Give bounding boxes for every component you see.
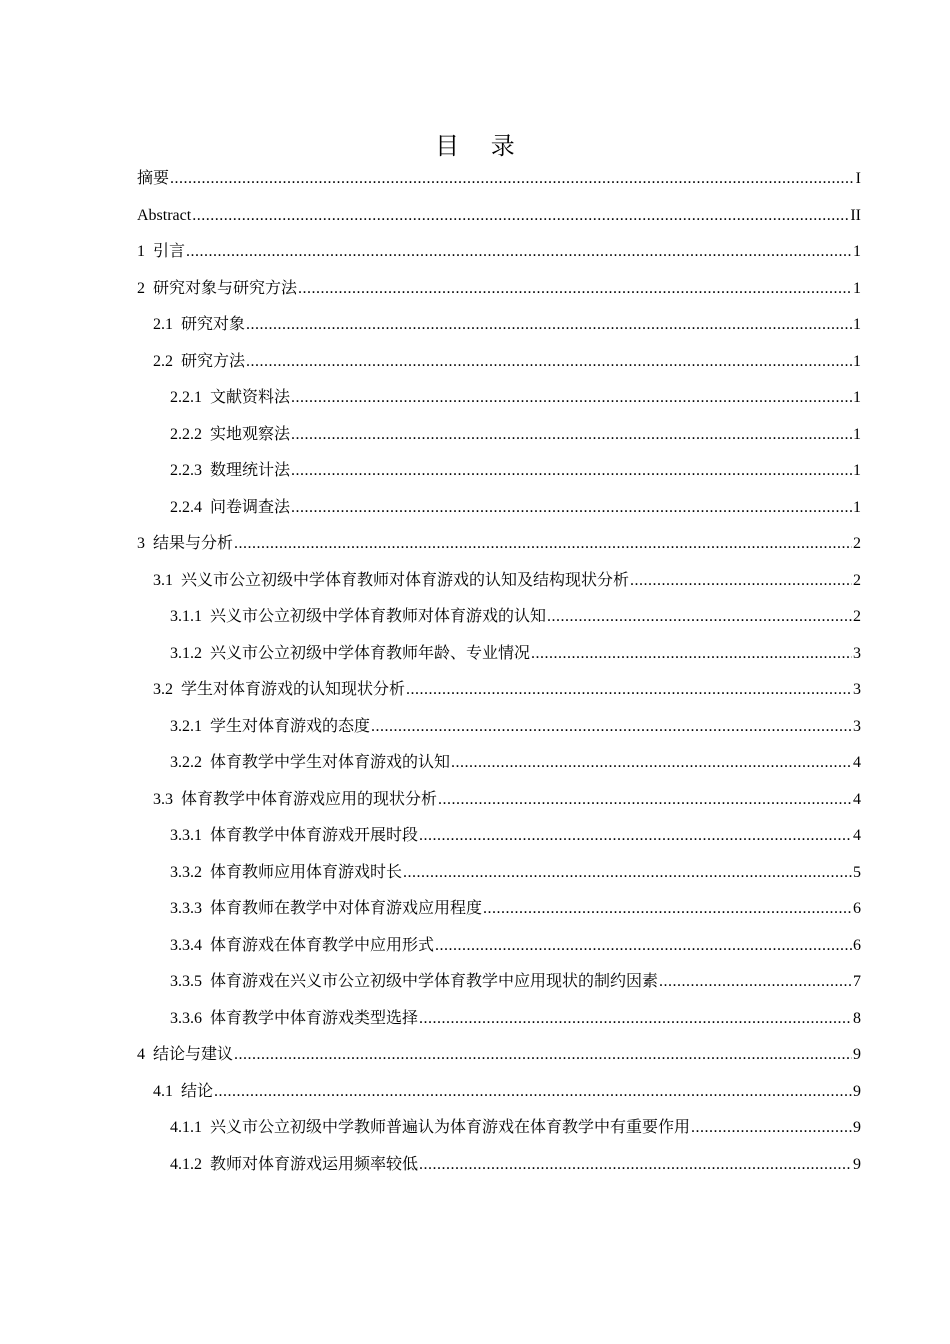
toc-page: 1: [853, 243, 861, 260]
toc-entry[interactable]: [137, 164, 861, 201]
toc-label: 研究方法: [181, 352, 246, 370]
toc-label: 学生对体育游戏的认知现状分析: [181, 681, 406, 698]
toc-label: 结果与分析: [153, 535, 234, 552]
toc-entry[interactable]: [137, 347, 861, 384]
toc-leader: [371, 712, 852, 742]
page-title: 目 录: [435, 132, 527, 160]
toc-entry[interactable]: [137, 310, 861, 347]
toc-label: 体育游戏在兴义市公立初级中学体育教学中应用现状的制约因素: [210, 973, 659, 990]
toc-entry[interactable]: [137, 1077, 861, 1114]
toc-leader: [291, 493, 852, 523]
toc-page: II: [850, 206, 861, 224]
toc-entry[interactable]: [137, 858, 861, 895]
toc-label: 学生对体育游戏的态度: [210, 717, 371, 735]
toc-entry[interactable]: [137, 1040, 861, 1077]
toc-leader: [192, 201, 849, 231]
toc-label: 文献资料法: [210, 389, 291, 406]
toc-leader: [234, 529, 852, 559]
toc-label: 体育教学中体育游戏开展时段: [210, 827, 419, 844]
toc-label: 结论与建议: [153, 1046, 234, 1063]
toc-label: 体育教学中学生对体育游戏的认知: [210, 754, 451, 771]
toc-leader: [291, 420, 852, 450]
toc-leader: [419, 1150, 852, 1180]
toc-page: 9: [853, 1046, 861, 1063]
toc-label: 实地观察法: [210, 425, 291, 443]
toc-label: 体育教师在教学中对体育游戏应用程度: [210, 900, 483, 917]
toc-label: 兴义市公立初级中学教师普遍认为体育游戏在体育教学中有重要作用: [210, 1119, 691, 1136]
toc-number: 2.2.4: [170, 498, 202, 516]
toc-page: 4: [853, 827, 861, 844]
toc-leader: [246, 310, 852, 340]
toc-label: 体育教学中体育游戏应用的现状分析: [181, 790, 438, 808]
toc-leader: [419, 1004, 852, 1034]
toc-page: 8: [853, 1009, 861, 1027]
toc-page: 4: [853, 790, 861, 808]
toc-leader: [659, 967, 852, 997]
toc-leader: [435, 931, 852, 961]
toc-number: 3.2.2: [170, 754, 202, 771]
toc-entry[interactable]: [137, 456, 861, 493]
toc-number: 3.3.6: [170, 1009, 202, 1027]
toc-number: 3: [137, 535, 145, 552]
toc-page: 7: [853, 973, 861, 990]
toc-page: 3: [853, 644, 861, 662]
toc-number: 2.1: [153, 316, 173, 333]
toc-leader: [291, 456, 852, 486]
toc-entry[interactable]: [137, 237, 861, 274]
toc-number: 4.1: [153, 1082, 173, 1100]
toc-leader: [547, 602, 852, 632]
toc-page: 2: [853, 571, 861, 589]
toc-label: 体育游戏在体育教学中应用形式: [210, 936, 435, 954]
toc-number: 3.3: [153, 790, 173, 808]
toc-page: 2: [853, 535, 861, 552]
toc-entry[interactable]: [137, 748, 861, 785]
toc-number: 4: [137, 1046, 145, 1063]
toc-leader: [691, 1113, 852, 1143]
toc-entry[interactable]: [137, 274, 861, 311]
toc-leader: [531, 639, 852, 669]
toc-number: 3.3.5: [170, 973, 202, 990]
toc-page: 4: [853, 754, 861, 771]
toc-label: 体育教学中体育游戏类型选择: [210, 1009, 419, 1027]
toc-page: 1: [853, 316, 861, 333]
toc-entry[interactable]: [137, 201, 861, 238]
toc-leader: [291, 383, 852, 413]
toc-leader: [483, 894, 852, 924]
toc-entry[interactable]: [137, 566, 861, 603]
toc-label: 教师对体育游戏运用频率较低: [210, 1155, 419, 1173]
toc-page: I: [855, 170, 861, 187]
toc-page: 9: [853, 1155, 861, 1173]
toc-leader: [234, 1040, 852, 1070]
toc-entry[interactable]: [137, 529, 861, 566]
toc-label: Abstract: [137, 206, 192, 224]
toc-leader: [298, 274, 852, 304]
toc-leader: [438, 785, 852, 815]
toc-entry[interactable]: [137, 1113, 861, 1150]
toc-label: 兴义市公立初级中学体育教师年龄、专业情况: [210, 644, 531, 662]
toc-number: 1: [137, 243, 145, 260]
toc-leader: [186, 237, 852, 267]
table-of-contents: [137, 164, 861, 1186]
toc-label: 数理统计法: [210, 462, 291, 479]
toc-entry[interactable]: [137, 967, 861, 1004]
toc-entry[interactable]: [137, 785, 861, 822]
toc-page: 6: [853, 900, 861, 917]
toc-entry[interactable]: [137, 383, 861, 420]
toc-entry[interactable]: [137, 602, 861, 639]
toc-label: 兴义市公立初级中学体育教师对体育游戏的认知及结构现状分析: [181, 571, 630, 589]
toc-page: 5: [853, 863, 861, 881]
toc-number: 4.1.1: [170, 1119, 202, 1136]
toc-label: 体育教师应用体育游戏时长: [210, 863, 403, 881]
toc-page: 3: [853, 681, 861, 698]
toc-number: 4.1.2: [170, 1155, 202, 1173]
toc-number: 3.1.1: [170, 608, 202, 625]
toc-entry[interactable]: [137, 712, 861, 749]
toc-page: 3: [853, 717, 861, 735]
toc-leader: [419, 821, 852, 851]
toc-entry[interactable]: [137, 931, 861, 968]
toc-number: 2.2.3: [170, 462, 202, 479]
toc-entry[interactable]: [137, 894, 861, 931]
toc-number: 3.3.1: [170, 827, 202, 844]
toc-page: 1: [853, 352, 861, 370]
toc-label: 引言: [153, 243, 186, 260]
toc-page: 9: [853, 1082, 861, 1100]
toc-entry[interactable]: [137, 1004, 861, 1041]
toc-number: 2: [137, 279, 145, 297]
toc-number: 2.2: [153, 352, 173, 370]
toc-label: 结论: [181, 1082, 214, 1100]
toc-number: 3.3.4: [170, 936, 202, 954]
toc-entry[interactable]: [137, 639, 861, 676]
toc-label: 研究对象与研究方法: [153, 279, 298, 297]
toc-page: 1: [853, 425, 861, 443]
toc-page: 1: [853, 498, 861, 516]
toc-leader: [403, 858, 852, 888]
toc-number: 2.2.2: [170, 425, 202, 443]
toc-entry[interactable]: [137, 821, 861, 858]
toc-page: 1: [853, 462, 861, 479]
toc-entry[interactable]: [137, 1150, 861, 1187]
toc-leader: [451, 748, 852, 778]
toc-number: 2.2.1: [170, 389, 202, 406]
toc-number: 3.1.2: [170, 644, 202, 662]
toc-number: 3.1: [153, 571, 173, 589]
toc-number: 3.3.2: [170, 863, 202, 881]
toc-label: 摘要: [137, 170, 170, 187]
toc-page: 1: [853, 279, 861, 297]
toc-number: 3.2.1: [170, 717, 202, 735]
toc-label: 研究对象: [181, 316, 246, 333]
toc-leader: [406, 675, 852, 705]
toc-label: 兴义市公立初级中学体育教师对体育游戏的认知: [210, 608, 547, 625]
toc-page: 9: [853, 1119, 861, 1136]
toc-label: 问卷调查法: [210, 498, 291, 516]
toc-page: 2: [853, 608, 861, 625]
toc-entry[interactable]: [137, 493, 861, 530]
toc-number: 3.2: [153, 681, 173, 698]
toc-page: 6: [853, 936, 861, 954]
toc-page: 1: [853, 389, 861, 406]
toc-entry[interactable]: [137, 675, 861, 712]
toc-entry[interactable]: [137, 420, 861, 457]
toc-leader: [170, 164, 855, 194]
toc-number: 3.3.3: [170, 900, 202, 917]
toc-leader: [214, 1077, 852, 1107]
toc-leader: [630, 566, 852, 596]
toc-leader: [246, 347, 852, 377]
